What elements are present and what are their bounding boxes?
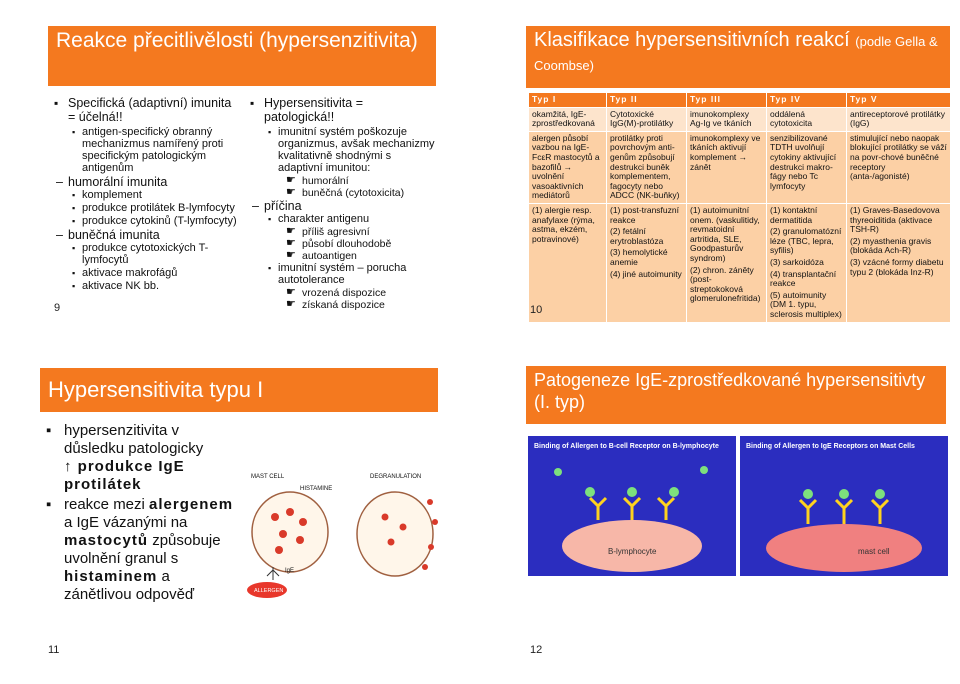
- example-item: (1) Graves-Basedovova thyreoiditida (aktivace TSH-R): [850, 204, 940, 235]
- slide-10: [520, 22, 950, 322]
- slide-10-title-text: Klasifikace hypersensitivních reakcí: [534, 29, 850, 51]
- example-item: (1) autoimunitní onem. (vaskulitidy, revmatoidní artritida, SLE, Goodpasturův syndrom): [690, 204, 760, 263]
- bullet-text: a zánětlivou odpověď: [64, 568, 195, 603]
- list-item: ▪ Hypersensitivita = patologická!!: [250, 96, 436, 124]
- example-item: (4) transplantační reakce: [770, 268, 837, 289]
- list-item: ▪ produkce cytotoxických T-lymfocytů: [54, 242, 239, 266]
- list-item: ▪ Specifická (adaptivní) imunita = účelná!!: [54, 96, 239, 124]
- slide-number: 9: [54, 302, 61, 314]
- list-item: ▪ imunitní systém poškozuje organizmus, avšak mechanizmy kvalitativně shodnými s adaptivní imunitou:: [250, 126, 436, 174]
- list-item: ▪ aktivace NK bb.: [54, 280, 239, 292]
- list-item: ☛ příliš agresivní: [250, 226, 436, 238]
- bullet-text: reakce mezi: [64, 496, 145, 513]
- bullet-bold-text: alergenem: [149, 496, 234, 513]
- slide-11-list: [44, 422, 240, 604]
- table-cell: antireceptorové protilátky (IgG): [847, 107, 951, 131]
- slide-10-title: [526, 26, 950, 88]
- table-cell: [847, 203, 951, 322]
- slide-11-title: Hypersensitivita typu I: [40, 368, 438, 412]
- figure-right-caption: Binding of Allergen to IgE Receptors on Mast Cells: [746, 443, 915, 450]
- mast-cell-left: [252, 492, 328, 572]
- ige-label: IgE: [285, 568, 295, 574]
- bullet-text: způsobuje uvolnění granul s: [64, 532, 221, 567]
- list-item: ▪ produkce cytokinů (T-lymfocyty): [54, 215, 239, 227]
- bullet-bold-text: mastocytů: [64, 532, 149, 549]
- bullet-text: a IgE vázanými na: [64, 514, 188, 531]
- table-cell: protilátky proti povrchovým anti-genům způsobují destrukci buněk komplementem, fagocyty nebo ADCC (NK-buňky): [607, 131, 687, 203]
- b-lymphocyte-label: B-lymphocyte: [608, 547, 657, 556]
- histamine-label: HISTAMINE: [300, 486, 333, 492]
- slide-12-title: Patogeneze IgE-zprostředkované hypersensitivty (I. typ): [526, 366, 946, 424]
- table-cell: alergen působí vazbou na IgE-FcεR mastocytů a bazofilů → uvolnění vasoaktivních mediátorů: [529, 131, 607, 203]
- example-item: (2) myasthenia gravis (blokáda Ach-R): [850, 235, 932, 256]
- table-cell: okamžitá, IgE-zprostředkovaná: [529, 107, 607, 131]
- table-header-cell: Typ II: [607, 93, 687, 108]
- table-cell: Cytotoxické IgG(M)-protilátky: [607, 107, 687, 131]
- example-item: (1) alergie resp. anafylaxe (rýma, astma, ekzém, potravinové): [532, 204, 595, 244]
- table-header-cell: Typ I: [529, 93, 607, 108]
- slide-11: [40, 362, 440, 662]
- slide-number: 10: [530, 304, 543, 316]
- table-cell: [687, 203, 767, 322]
- degranulation-label: DEGRANULATION: [370, 474, 422, 480]
- bullet-text: hypersenzitivita v důsledku patologicky: [64, 422, 204, 457]
- table-cell: stimulující nebo naopak blokující protilátky se váží na povr-chové buněčné receptory (anta-/agonisté): [847, 131, 951, 203]
- mast-cell-figure-label: mast cell: [858, 547, 890, 556]
- mast-cell-label: MAST CELL: [251, 474, 285, 480]
- list-item: ☛ vrozená dispozice: [250, 287, 436, 299]
- slide-number: 12: [530, 644, 543, 656]
- list-item: – buněčná imunita: [54, 228, 239, 242]
- table-cell: imunokomplexy Ag-Ig ve tkáních: [687, 107, 767, 131]
- list-item: ▪ produkce protilátek B-lymfocyty: [54, 202, 239, 214]
- list-item: ☛ působí dlouhodobě: [250, 238, 436, 250]
- example-item: (1) post-transfuzní reakce: [610, 204, 679, 225]
- list-item: – humorální imunita: [54, 175, 239, 189]
- slide-9-right-list: [250, 96, 436, 311]
- list-item: ▪ charakter antigenu: [250, 213, 436, 225]
- list-item: ☛ autoantigen: [250, 250, 436, 262]
- example-item: (2) granulomatózní léze (TBC, lepra, syfilis): [770, 226, 842, 256]
- bullet-item: [44, 496, 240, 604]
- b-lymphocyte-cell: [562, 520, 702, 572]
- example-item: (2) chron. záněty (post-streptokoková glomerulonefritida): [690, 264, 761, 304]
- list-item: ▪ aktivace makrofágů: [54, 267, 239, 279]
- list-item: ▪ imunitní systém – porucha autotolerance: [250, 262, 436, 286]
- example-item: (3) vzácné formy diabetu typu 2 (blokáda Inz-R): [850, 256, 944, 277]
- example-item: (1) kontaktní dermatitida: [770, 204, 818, 225]
- slide-9-title: Reakce přecitlivělosti (hypersenzitivita): [48, 26, 436, 86]
- example-item: (2) fetální erytroblastóza: [610, 226, 664, 246]
- mast-cell-shape: [766, 524, 922, 572]
- mast-cell-right: [357, 492, 433, 576]
- list-item: ▪ antigen-specifický obranný mechanizmus namířený proti specifickým patologickým antigenům: [54, 126, 239, 174]
- list-item: – příčina: [250, 199, 436, 213]
- bullet-bold-text: ↑ produkce IgE protilátek: [64, 458, 185, 493]
- ige-pathogenesis-figure: [528, 436, 948, 576]
- example-item: (3) sarkoidóza: [770, 256, 824, 267]
- mast-cell-figure: [245, 472, 440, 602]
- table-cell: [607, 203, 687, 322]
- example-item: (4) jiné autoimunity: [610, 268, 682, 279]
- slide-9: [40, 22, 440, 322]
- list-item: ☛ buněčná (cytotoxicita): [250, 187, 436, 199]
- list-item: ☛ humorální: [250, 175, 436, 187]
- hypersensitivity-table: [528, 92, 950, 322]
- slide-10-subtitle: (podle Gella & Coombse): [534, 34, 938, 73]
- figure-left-caption: Binding of Allergen to B-cell Receptor on B-lymphocyte: [534, 443, 719, 450]
- example-item: (5) autoimunity (DM 1. typu, sclerosis multiplex): [770, 289, 842, 319]
- table-cell: oddálená cytotoxicita: [767, 107, 847, 131]
- table-cell: imunokomplexy ve tkáních aktivují komplement → zánět: [687, 131, 767, 203]
- list-item: ▪ komplement: [54, 189, 239, 201]
- table-cell: senzibilizované TDTH uvolňují cytokiny aktivující destrukci makro-fágy nebo Tc lymfocyty: [767, 131, 847, 203]
- example-item: (3) hemolytické anemie: [610, 247, 668, 267]
- slide-9-left-list: [54, 96, 239, 293]
- bullet-item: [44, 422, 240, 494]
- allergen-label: ALLERGEN: [254, 588, 284, 594]
- table-header-cell: Typ V: [847, 93, 951, 108]
- slide-number: 11: [48, 644, 60, 656]
- table-header-cell: Typ III: [687, 93, 767, 108]
- bullet-bold-text: histaminem: [64, 568, 158, 585]
- table-cell: [767, 203, 847, 322]
- slide-12: [520, 362, 950, 662]
- list-item: ☛ získaná dispozice: [250, 299, 436, 311]
- table-header-cell: Typ IV: [767, 93, 847, 108]
